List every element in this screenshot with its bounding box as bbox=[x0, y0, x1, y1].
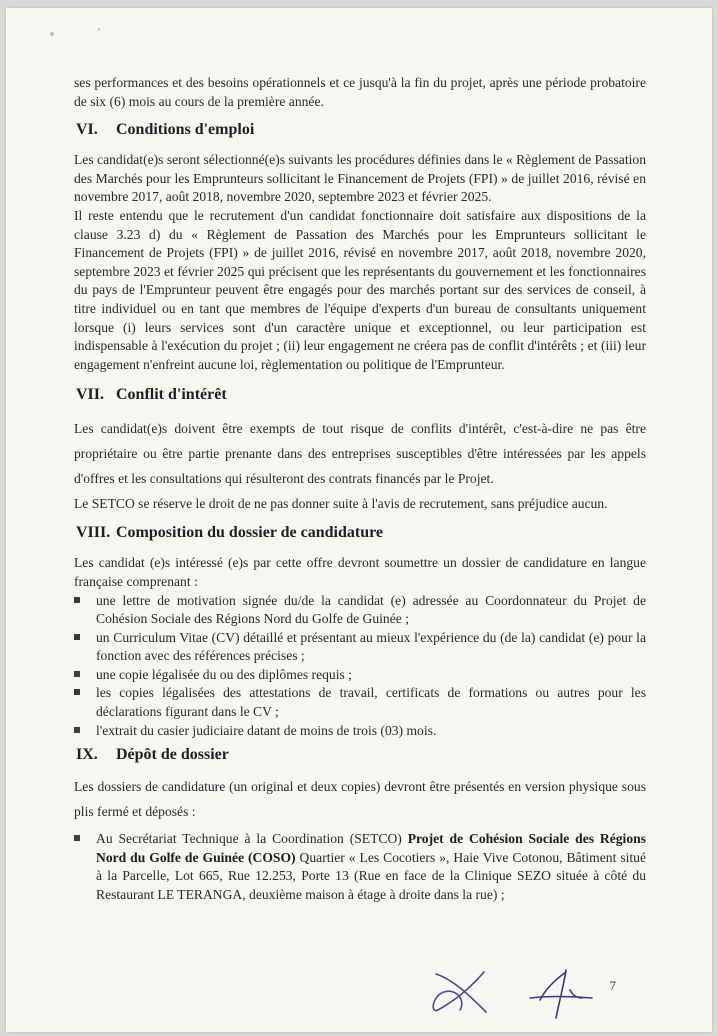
document-body bbox=[74, 74, 646, 905]
deposit-text-intro: Au Secrétariat Technique à la Coordination (SETCO) bbox=[96, 831, 408, 847]
scan-speck bbox=[98, 28, 100, 31]
list-item bbox=[74, 629, 646, 666]
deposit-address: Quartier « Les Cocotiers », Haie Vive Cotonou, Bâtiment situé à la Parcelle, Lot 665, Rue 12.253, Porte 13 (Rue en face de la Clinique SEZO située à côté du Restaurant LE TERANGA, deuxième maison à étage à droite dans la rue) ; bbox=[96, 849, 646, 903]
page-number: 7 bbox=[609, 978, 616, 993]
section-title: Conflit d'intérêt bbox=[116, 386, 227, 404]
intro-paragraph: ses performances et des besoins opérationnels et ce jusqu'à la fin du projet, après une période probatoire de six (6) mois au cours de la première année. bbox=[74, 75, 646, 109]
section-number: VI. bbox=[76, 121, 98, 139]
bullet-icon bbox=[74, 689, 80, 695]
handwritten-signature-icon bbox=[526, 968, 596, 1020]
bullet-icon bbox=[74, 671, 80, 677]
section-title: Dépôt de dossier bbox=[116, 746, 229, 764]
list-item bbox=[74, 666, 646, 685]
section-heading-ix bbox=[74, 744, 646, 766]
document-list bbox=[74, 592, 646, 741]
list-item-text: un Curriculum Vitae (CV) détaillé et présentant au mieux l'expérience du (de la) candidat (e) pour la fonction avec des références précises ; bbox=[96, 629, 646, 664]
bullet-icon bbox=[74, 597, 80, 603]
bullet-icon bbox=[74, 634, 80, 640]
section-number: IX. bbox=[76, 746, 98, 764]
paragraph: Les candidat (e)s intéressé (e)s par cette offre devront soumettre un dossier de candidature en langue française comprenant : bbox=[74, 555, 646, 589]
initials-signature-icon bbox=[426, 966, 496, 1018]
list-item-text: une lettre de motivation signée du/de la candidat (e) adressée au Coordonnateur du Projet de Cohésion Sociale des Régions Nord du Golfe de Guinée ; bbox=[96, 592, 646, 627]
section-number: VII. bbox=[76, 386, 105, 404]
paragraph: Les candidat(e)s doivent être exempts de tout risque de conflits d'intérêt, c'est-à-dire ne pas être propriétaire ou être partie prenante dans des entreprises susceptibles d'être intéressées par les appels d'offres et les consultations qui résulteront des contrats financés par le Projet. bbox=[74, 421, 646, 487]
section-heading-viii bbox=[74, 522, 646, 544]
project-name: Projet de Cohésion Sociale des Régions Nord du Golfe de Guinée (COSO) bbox=[96, 831, 646, 865]
section-heading-vi bbox=[74, 119, 646, 141]
list-item bbox=[74, 722, 646, 741]
list-item bbox=[74, 592, 646, 629]
list-item bbox=[74, 684, 646, 721]
section-number: VIII. bbox=[76, 524, 111, 542]
list-item-text: l'extrait du casier judiciaire datant de moins de trois (03) mois. bbox=[96, 722, 437, 738]
paragraph: Les dossiers de candidature (un original et deux copies) devront être présentés en version physique sous plis fermé et déposés : bbox=[74, 779, 646, 820]
list-item bbox=[74, 830, 646, 904]
scan-speck bbox=[50, 32, 54, 36]
paragraph: Le SETCO se réserve le droit de ne pas donner suite à l'avis de recrutement, sans préjudice aucun. bbox=[74, 496, 608, 512]
list-item-text: les copies légalisées des attestations de travail, certificats de formations ou autres pour les déclarations figurant dans le CV ; bbox=[96, 685, 646, 720]
deposit-list bbox=[74, 830, 646, 904]
section-title: Conditions d'emploi bbox=[116, 121, 255, 139]
document-page bbox=[6, 8, 712, 1032]
section-heading-vii bbox=[74, 384, 646, 406]
list-item-text: une copie légalisée du ou des diplômes requis ; bbox=[96, 666, 352, 682]
paragraph: Il reste entendu que le recrutement d'un candidat fonctionnaire doit satisfaire aux dispositions de la clause 3.23 d) du « Règlement de Passation des Marchés pour les Emprunteurs sollicitant le Financement de Projets (FPI) » de juillet 2016, révisé en novembre 2017, août 2018, novembre 2020, septembre 2023 et février 2025 qui précisent que les représentants du gouvernement et les fonctionnaires du pays de l'Emprunteur peuvent être engagés pour des marchés portant sur des services de conseil, à titre individuel ou en tant que membres de l'équipe d'experts d'un bureau de consultants uniquement lorsque (i) leurs services sont d'un caractère unique et exceptionnel, ou leur participation est indispensable à l'exécution du projet ; (ii) leur engagement ne créera pas de conflit d'intérêts ; et (iii) leur engagement n'enfreint aucune loi, règlementation ou politique de l'Emprunteur. bbox=[74, 207, 646, 372]
section-title: Composition du dossier de candidature bbox=[116, 524, 384, 542]
bullet-icon bbox=[74, 835, 80, 841]
bullet-icon bbox=[74, 727, 80, 733]
paragraph: Les candidat(e)s seront sélectionné(e)s suivants les procédures définies dans le « Règlement de Passation des Marchés pour les Emprunteurs sollicitant le Financement de Projets (FPI) » de juillet 2016, révisé en novembre 2017, août 2018, novembre 2020, septembre 2023 et février 2025. bbox=[74, 152, 646, 205]
